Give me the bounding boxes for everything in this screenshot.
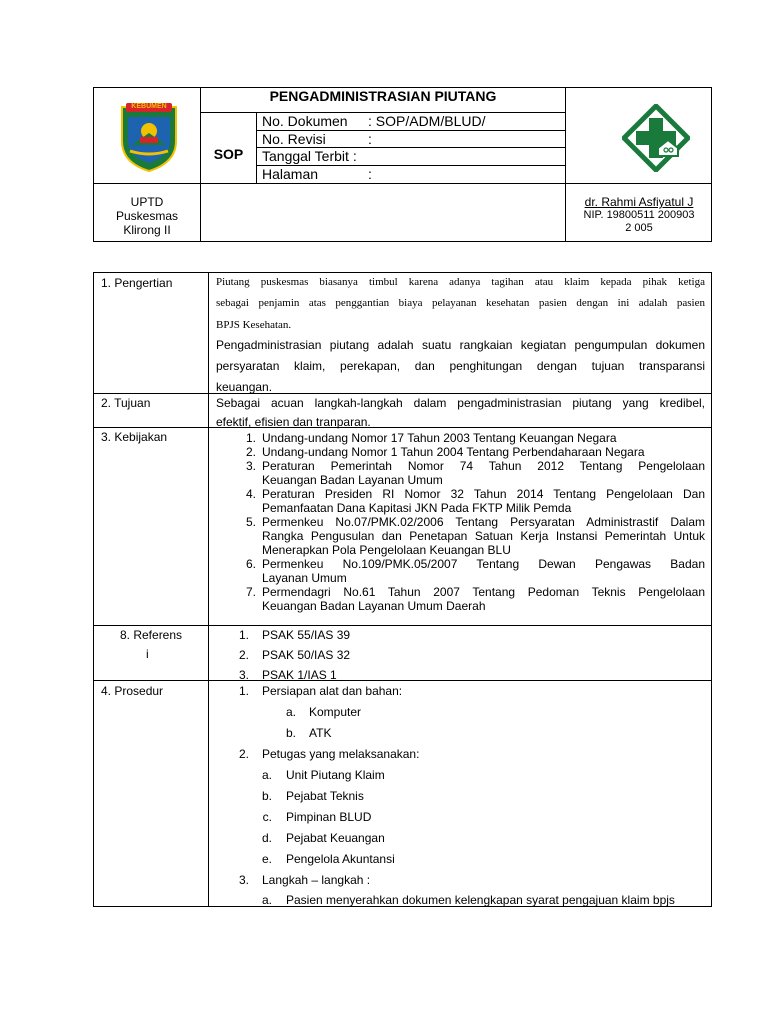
page-value: : [368, 166, 372, 182]
policy-item: Menerapkan Pola Pengelolaan Keuangan BLU [262, 543, 511, 557]
section-label-referensi: i [146, 647, 149, 661]
purpose-text: efektif, efisien dan tranparan. [216, 415, 371, 429]
list-number: b. [285, 726, 296, 740]
puskesmas-logo [622, 104, 690, 172]
procedure-item: Komputer [309, 705, 362, 719]
definition-text: Pengadministrasian piutang adalah suatu rangkaian kegiatan pengumpulan dokumen [216, 338, 705, 352]
signer-nip: NIP. 19800511 200903 [583, 209, 695, 221]
table-divider [208, 272, 209, 907]
header-divider [200, 87, 201, 242]
revision-row [262, 131, 372, 147]
procedure-step: Petugas yang melaksanakan: [262, 747, 420, 761]
issue-date-row [262, 148, 357, 164]
procedure-item: Pengelola Akuntansi [286, 852, 395, 866]
list-number: e. [261, 852, 272, 866]
policy-item: Rangka Pengusulan dan Penetapan Satuan Kerja Instansi Pemerintah Untuk [262, 529, 705, 543]
procedure-item: Pasien menyerahkan dokumen kelengkapan syarat pengajuan klaim bpjs [286, 893, 675, 907]
definition-text: BPJS Kesehatan. [216, 319, 292, 331]
reference-item: PSAK 50/IAS 32 [262, 648, 351, 662]
procedure-step: Persiapan alat dan bahan: [262, 684, 403, 698]
org-line: Puskesmas [115, 209, 179, 223]
table-divider [93, 680, 712, 681]
doc-number-row [262, 113, 485, 129]
procedure-item: Pejabat Keuangan [286, 831, 385, 845]
list-number: c. [262, 810, 272, 824]
procedure-item: Pimpinan BLUD [286, 810, 372, 824]
page-title: PENGADMINISTRASIAN PIUTANG [269, 88, 497, 104]
list-number: 2. [238, 648, 249, 662]
doc-number-label: No. Dokumen [262, 113, 348, 129]
sop-label: SOP [213, 146, 244, 162]
section-label-tujuan: 2. Tujuan [101, 396, 151, 410]
list-number: 5. [245, 515, 256, 529]
list-number: b. [261, 789, 272, 803]
policy-item: Pemanfaatan Dana Kapitasi JKN Pada FKTP Milik Pemda [262, 501, 572, 515]
revision-value: : [368, 131, 372, 147]
page-label: Halaman [262, 166, 319, 182]
reference-item: PSAK 1/IAS 1 [262, 668, 337, 682]
logo-text: KEBUMEN [131, 103, 167, 110]
org-line: Klirong II [123, 223, 171, 237]
list-number: 6. [245, 557, 256, 571]
definition-text: keuangan. [216, 380, 273, 394]
list-number: a. [285, 705, 296, 719]
list-number: d. [261, 831, 272, 845]
list-number: 3. [245, 459, 256, 473]
list-number: 3. [238, 668, 249, 682]
revision-label: No. Revisi [262, 131, 326, 147]
section-label-prosedur: 4. Prosedur [101, 684, 164, 698]
policy-item: Layanan Umum [262, 571, 347, 585]
organization-name [94, 195, 200, 237]
policy-item: Keuangan Badan Layanan Umum Daerah [262, 599, 486, 613]
list-number: 3. [238, 873, 249, 887]
org-line: UPTD [130, 195, 164, 209]
procedure-item: ATK [309, 726, 332, 740]
list-number: 1. [245, 431, 256, 445]
list-number: a. [261, 768, 272, 782]
policy-item: Peraturan Pemerintah Nomor 74 Tahun 2012 Tentang Pengelolaan [262, 459, 705, 473]
policy-item: Undang-undang Nomor 1 Tahun 2004 Tentang Perbendaharaan Negara [262, 445, 645, 459]
reference-item: PSAK 55/IAS 39 [262, 628, 351, 642]
definition-text: sebagai penjamin atas penggantian biaya pelayanan kesehatan pasien dengan ini adalah pasien [216, 297, 705, 309]
doc-number-value: : SOP/ADM/BLUD/ [368, 113, 486, 129]
section-label-kebijakan: 3. Kebijakan [101, 430, 168, 444]
issue-date-label: Tanggal Terbit [262, 148, 349, 164]
policy-item: Permendagri No.61 Tahun 2007 Tentang Pedoman Teknis Pengelolaan [262, 585, 705, 599]
policy-item: Keuangan Badan Layanan Umum [262, 473, 443, 487]
purpose-text: Sebagai acuan langkah-langkah dalam pengadministrasian piutang yang kredibel, [216, 396, 705, 410]
policy-item: Undang-undang Nomor 17 Tahun 2003 Tentang Keuangan Negara [262, 431, 617, 445]
table-divider [93, 625, 712, 626]
list-number: 2. [245, 445, 256, 459]
signer-name: dr. Rahmi Asfiyatul J [584, 195, 694, 209]
list-number: 1. [238, 684, 249, 698]
list-number: 4. [245, 487, 256, 501]
policy-item: Permenkeu No.07/PMK.02/2006 Tentang Persyaratan Administrastif Dalam [262, 515, 705, 529]
page-row [262, 166, 372, 182]
procedure-step: Langkah – langkah : [262, 873, 371, 887]
issue-date-value: : [352, 148, 357, 164]
list-number: 2. [238, 747, 249, 761]
section-label-referensi: 8. Referens [120, 628, 183, 642]
procedure-item: Pejabat Teknis [286, 789, 364, 803]
policy-item: Peraturan Presiden RI Nomor 32 Tahun 2014 Tentang Pengelolaan Dan [262, 487, 705, 501]
list-number: a. [261, 893, 272, 907]
list-number: 7. [245, 585, 256, 599]
definition-text: persyaratan klaim, perekapan, dan penghitungan dengan tujuan transparansi [216, 359, 705, 373]
definition-text: Piutang puskesmas biasanya timbul karena adanya tagihan atau klaim kepada pihak ketiga [216, 276, 705, 288]
signer-nip: 2 005 [625, 222, 653, 234]
list-number: 1. [238, 628, 249, 642]
policy-item: Permenkeu No.109/PMK.05/2007 Tentang Dewan Pengawas Badan [262, 557, 705, 571]
procedure-item: Unit Piutang Klaim [286, 768, 385, 782]
section-label-pengertian: 1. Pengertian [101, 276, 173, 290]
header-divider [93, 183, 712, 184]
signature-block [566, 196, 712, 235]
kebumen-logo [118, 101, 180, 173]
